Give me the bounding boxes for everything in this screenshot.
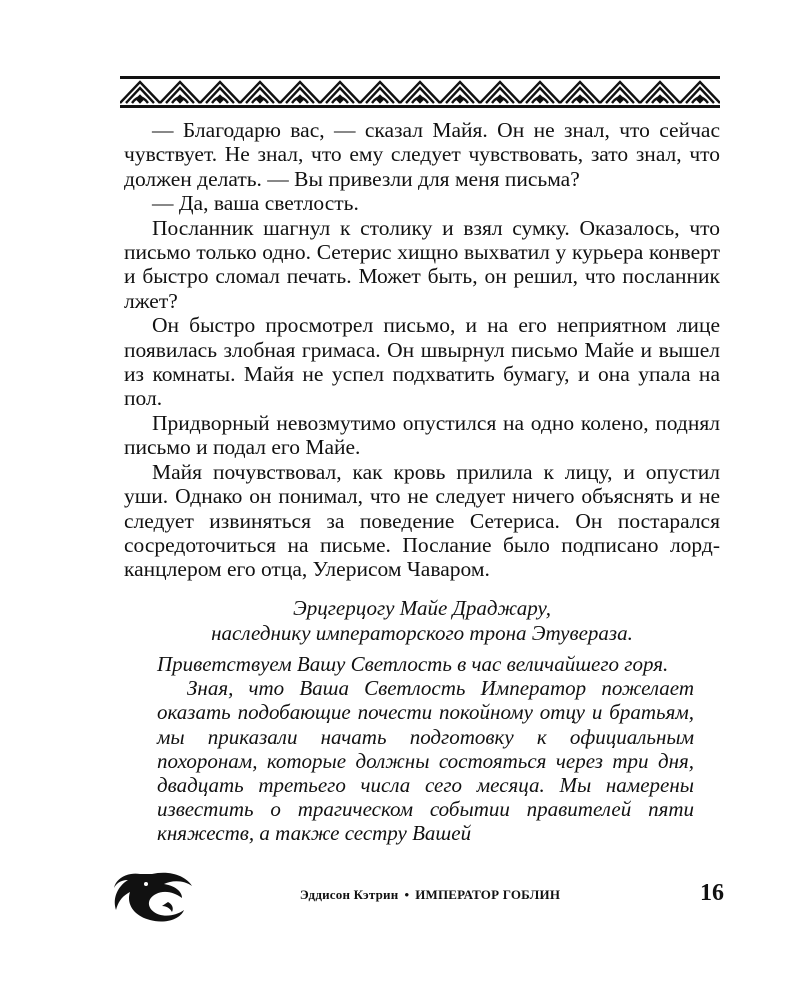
ornament-dot <box>217 96 223 102</box>
ornament-dot <box>697 96 703 102</box>
address-line: Эрцгерцогу Майе Драджару, <box>292 596 552 620</box>
ornament-border <box>120 76 720 108</box>
ornament-dot <box>577 96 583 102</box>
paragraph: — Благодарю вас, — сказал Майя. Он не знал, что сейчас чувствует. Не знал, что ему следует чувствовать, зато знал, что должен делать. — Вы привезли для меня письма? <box>124 118 720 191</box>
letter-address <box>124 596 720 645</box>
ornament-dot <box>337 96 343 102</box>
paragraph: Посланник шагнул к столику и взял сумку. Оказалось, что письмо только одно. Сетерис хищно выхватил у курьера конверт и быстро сломал печать. Может быть, он решил, что посланник лжет? <box>124 215 720 313</box>
ornament-dot <box>417 96 423 102</box>
ornament-dot <box>617 96 623 102</box>
ornament-dot <box>457 96 463 102</box>
ornament-dot <box>137 96 143 102</box>
footer-separator: • <box>404 887 410 902</box>
body-text <box>124 118 720 582</box>
footer-title: ИМПЕРАТОР ГОБЛИН <box>415 887 561 902</box>
paragraph: Он быстро просмотрел письмо, и на его неприятном лице появилась злобная гримаса. Он швырнул письмо Майе и вышел из комнаты. Майя не успел подхватить бумагу, и она упала на пол. <box>124 313 720 411</box>
ornament-dot <box>177 96 183 102</box>
ornament-dot <box>257 96 263 102</box>
paragraph: Придворный невозмутимо опустился на одно колено, поднял письмо и подал его Майе. <box>124 410 720 460</box>
ornament-dot <box>657 96 663 102</box>
running-footer <box>250 887 610 903</box>
ornament-dot <box>297 96 303 102</box>
address-line: наследнику императорского трона Этувераза. <box>211 620 633 645</box>
paragraph: Майя почувствовал, как кровь прилила к лицу, и опустил уши. Однако он понимал, что не следует ничего объяснять и не следует извиняться за поведение Сетериса. Он постарался сосредоточиться на письме. Послание было подписано лорд-канцлером его отца, Улерисом Чаваром. <box>124 459 720 582</box>
ornament-dot <box>377 96 383 102</box>
page-number: 16 <box>700 880 724 906</box>
letter-text <box>157 652 694 846</box>
ornament-dot <box>497 96 503 102</box>
letter-paragraph: Зная, что Ваша Светлость Император пожелает оказать подобающие почести покойному отцу и братьям, мы приказали начать подготовку к официальным похоронам, которые должны состояться через три дня, двадцать третьего числа сего месяца. Мы намерены известить о трагическом событии правителей пяти княжеств, а также сестру Вашей <box>157 676 694 846</box>
paragraph: — Да, ваша светлость. <box>152 191 359 216</box>
footer-author: Эддисон Кэтрин <box>299 887 399 902</box>
dragon-logo-icon <box>112 868 194 924</box>
letter-paragraph: Приветствуем Вашу Светлость в час величайшего горя. <box>157 652 669 676</box>
ornament-dot <box>537 96 543 102</box>
